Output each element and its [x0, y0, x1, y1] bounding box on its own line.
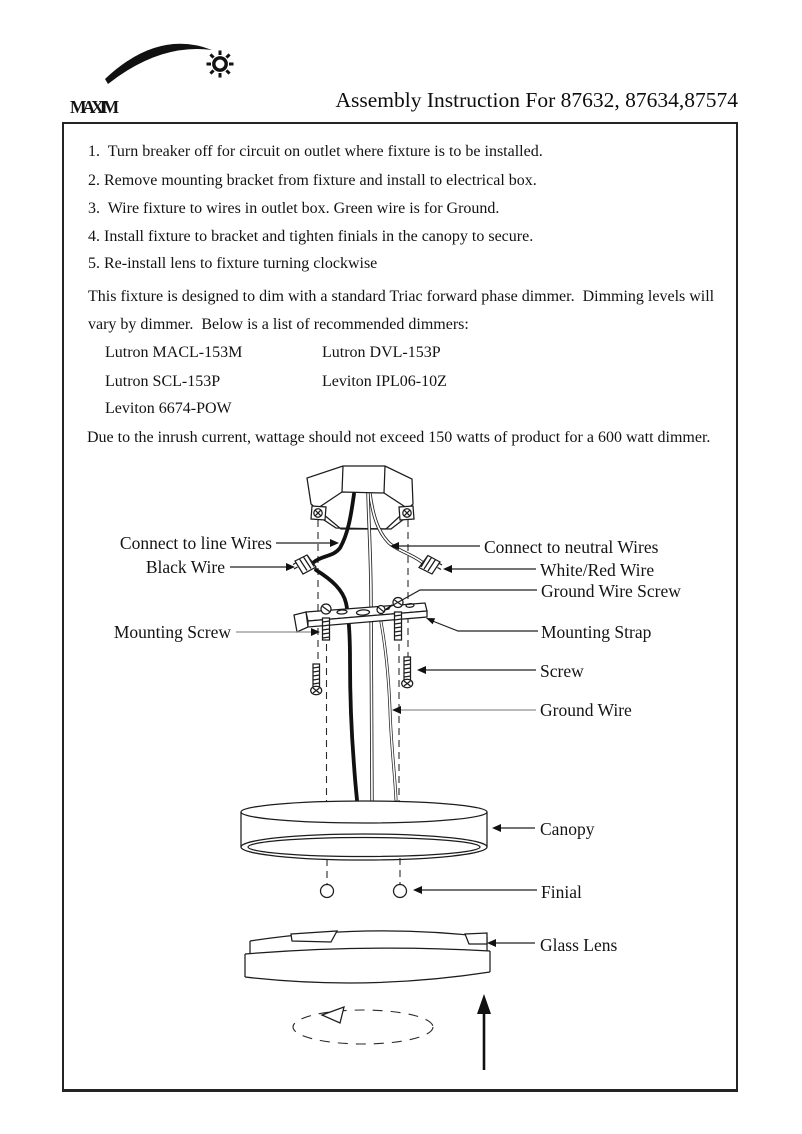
instruction-step-3: 3. Wire fixture to wires in outlet box. Green wire is for Ground. — [88, 200, 500, 217]
ground-wire-strand — [381, 622, 396, 800]
leader-canopy — [492, 824, 535, 832]
leader-black-wire — [230, 563, 295, 571]
dimmer-cell: Leviton 6674-POW — [105, 400, 232, 417]
loose-screw-left — [311, 664, 322, 695]
leader-screw — [417, 666, 536, 674]
label-ground-wire: Ground Wire — [540, 700, 632, 720]
box-screw-tab-left — [311, 506, 326, 520]
instruction-step-4: 4. Install fixture to bracket and tighten finials in the canopy to secure. — [88, 228, 534, 245]
leader-ground-wire — [392, 706, 536, 714]
instruction-step-1: 1. Turn breaker off for circuit on outlet where fixture is to be installed. — [88, 143, 543, 160]
label-white-red-wire: White/Red Wire — [540, 560, 655, 580]
dimmer-cell: Lutron MACL-153M — [105, 344, 243, 361]
label-canopy: Canopy — [540, 819, 595, 839]
leader-mounting-strap — [426, 618, 538, 631]
dimmer-paragraph-line-1: This fixture is designed to dim with a standard Triac forward phase dimmer. Dimming levels will — [88, 288, 715, 305]
label-screw: Screw — [540, 661, 584, 681]
finial-left — [321, 885, 334, 898]
instruction-step-5: 5. Re-install lens to fixture turning clockwise — [88, 255, 378, 272]
label-connect-neutral: Connect to neutral Wires — [484, 537, 659, 557]
label-glass-lens: Glass Lens — [540, 935, 618, 955]
neutral-fixture-wire — [368, 494, 372, 800]
dimmer-cell: Lutron SCL-153P — [105, 373, 221, 390]
label-black-wire: Black Wire — [145, 557, 225, 577]
canopy-drawing — [241, 801, 487, 860]
install-direction-arrow — [477, 994, 491, 1070]
black-fixture-wire — [316, 570, 357, 800]
label-mounting-screw: Mounting Screw — [113, 622, 231, 642]
leader-finial — [413, 886, 537, 894]
ground-wire-screw-drawing — [377, 606, 385, 614]
dimmer-paragraph-line-2: vary by dimmer. Below is a list of recommended dimmers: — [88, 316, 469, 333]
label-connect-line: Connect to line Wires — [119, 533, 272, 553]
inrush-note: Due to the inrush current, wattage should not exceed 150 watts of product for a 600 watt dimmer. — [87, 429, 711, 446]
dimmer-cell: Lutron DVL-153P — [322, 344, 441, 361]
wire-nut-right — [419, 556, 442, 575]
rotate-clockwise-arrow — [293, 1007, 433, 1044]
leader-connect-neutral — [390, 542, 480, 550]
leader-white-red-wire — [443, 565, 536, 573]
loose-screw-right — [402, 657, 413, 688]
logo-wordmark: MAXIM — [70, 97, 116, 117]
leader-glass-lens — [487, 939, 535, 947]
box-screw-tab-right — [399, 506, 414, 520]
label-mounting-strap: Mounting Strap — [541, 622, 652, 642]
label-finial: Finial — [541, 882, 582, 902]
page-title: Assembly Instruction For 87632, 87634,87574 — [335, 88, 738, 112]
glass-lens-drawing — [245, 931, 490, 983]
label-ground-wire-screw: Ground Wire Screw — [541, 581, 681, 601]
dimmer-cell: Leviton IPL06-10Z — [322, 373, 447, 390]
leader-mounting-screw — [236, 628, 320, 636]
wire-nut-left — [293, 555, 316, 574]
leader-connect-line — [276, 539, 339, 547]
junction-box — [307, 466, 414, 529]
instruction-step-2: 2. Remove mounting bracket from fixture and install to electrical box. — [88, 172, 537, 189]
finial-right — [394, 885, 407, 898]
alignment-dashes — [318, 520, 408, 884]
strap-screw-left — [321, 604, 331, 640]
mounting-strap-drawing — [294, 603, 427, 632]
